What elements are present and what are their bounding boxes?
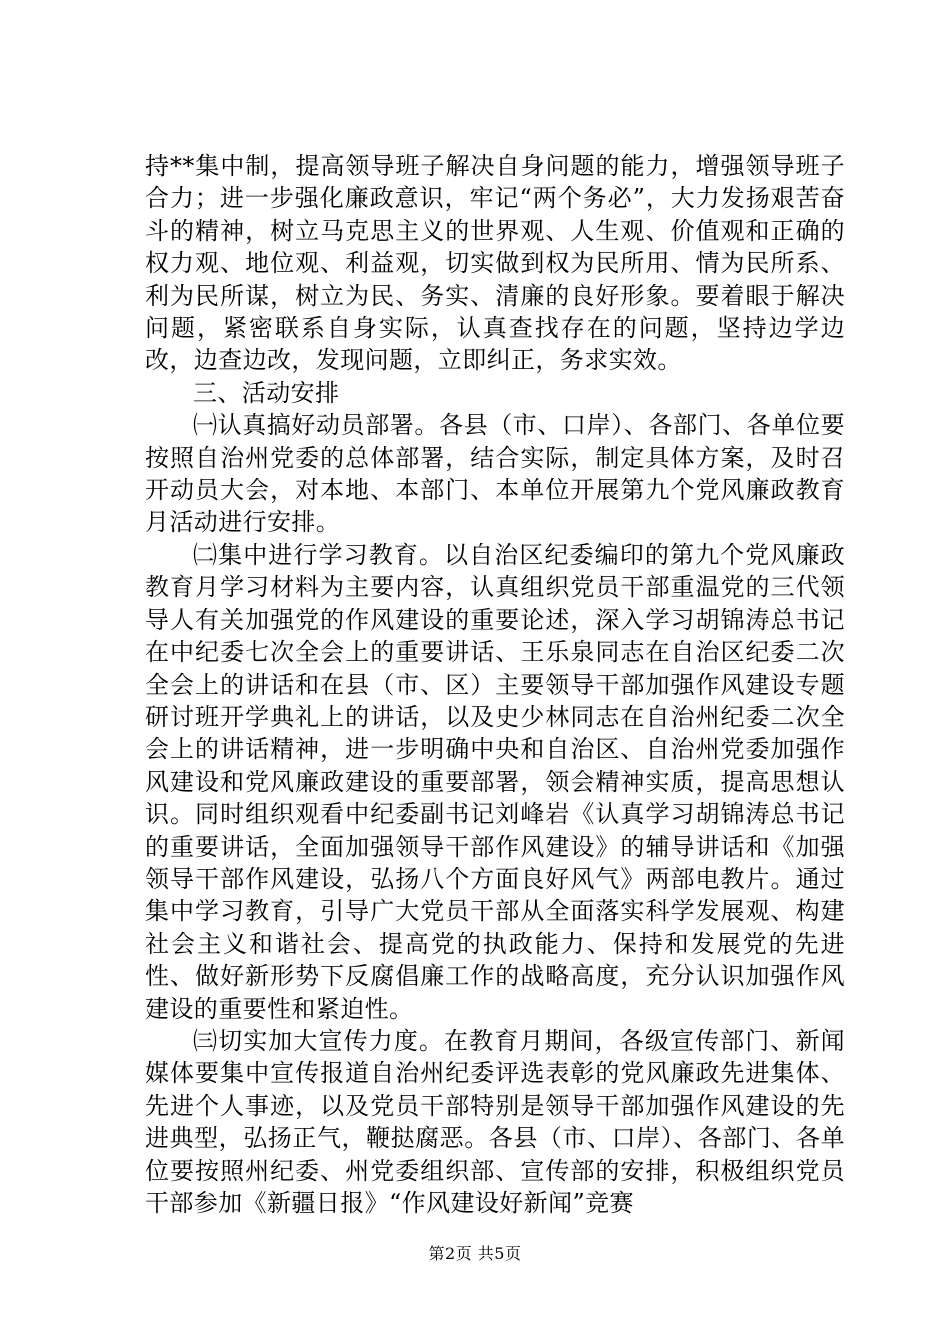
document-body xyxy=(145,150,845,1219)
paragraph-1: 持**集中制，提高领导班子解决自身问题的能力，增强领导班子合力；进一步强化廉政意识，牢记“两个务必”，大力发扬艰苦奋斗的精神，树立马克思主义的世界观、人生观、价值观和正确的权力观、地位观、利益观，切实做到权为民所用、情为民所系、利为民所谋，树立为民、务实、清廉的良好形象。要着眼于解决问题，紧密联系自身实际，认真查找存在的问题，坚持边学边改，边查边改，发现问题，立即纠正，务求实效。 xyxy=(145,152,845,375)
page-number-footer: 第2页 共5页 xyxy=(428,1244,522,1263)
paragraph-publicity: ㈢切实加大宣传力度。在教育月期间，各级宣传部门、新闻媒体要集中宣传报道自治州纪委评选表彰的党风廉政先进集体、先进个人事迹，以及党员干部特别是领导干部加强作风建设的先进典型，弘扬正气，鞭挞腐恶。各县（市、口岸）、各部门、各单位要按照州纪委、州党委组织部、宣传部的安排，积极组织党员干部参加《新疆日报》“作风建设好新闻”竞赛 xyxy=(145,1026,845,1217)
paragraph-study-education: ㈡集中进行学习教育。以自治区纪委编印的第九个党风廉政教育月学习材料为主要内容，认真组织党员干部重温党的三代领导人有关加强党的作风建设的重要论述，深入学习胡锦涛总书记在中纪委七次全会上的重要讲话、王乐泉同志在自治区纪委二次全会上的讲话和在县（市、区）主要领导干部加强作风建设专题研讨班开学典礼上的讲话，以及史少林同志在自治州纪委二次全会上的讲话精神，进一步明确中央和自治区、自治州党委加强作风建设和党风廉政建设的重要部署，领会精神实质，提高思想认识。同时组织观看中纪委副书记刘峰岩《认真学习胡锦涛总书记的重要讲话，全面加强领导干部作风建设》的辅导讲话和《加强领导干部作风建设，弘扬八个方面良好风气》两部电教片。通过集中学习教育，引导广大党员干部从全面落实科学发展观、构建社会主义和谐社会、提高党的执政能力、保持和发展党的先进性、做好新形势下反腐倡廉工作的战略高度，充分认识加强作风建设的重要性和紧迫性。 xyxy=(145,540,845,1023)
section-heading-activity-arrangement: 三、活动安排 xyxy=(193,378,340,407)
paragraph-mobilization: ㈠认真搞好动员部署。各县（市、口岸）、各部门、各单位要按照自治州党委的总体部署，结合实际，制定具体方案，及时召开动员大会，对本地、本部门、本单位开展第九个党风廉政教育月活动进行安排。 xyxy=(145,411,845,537)
